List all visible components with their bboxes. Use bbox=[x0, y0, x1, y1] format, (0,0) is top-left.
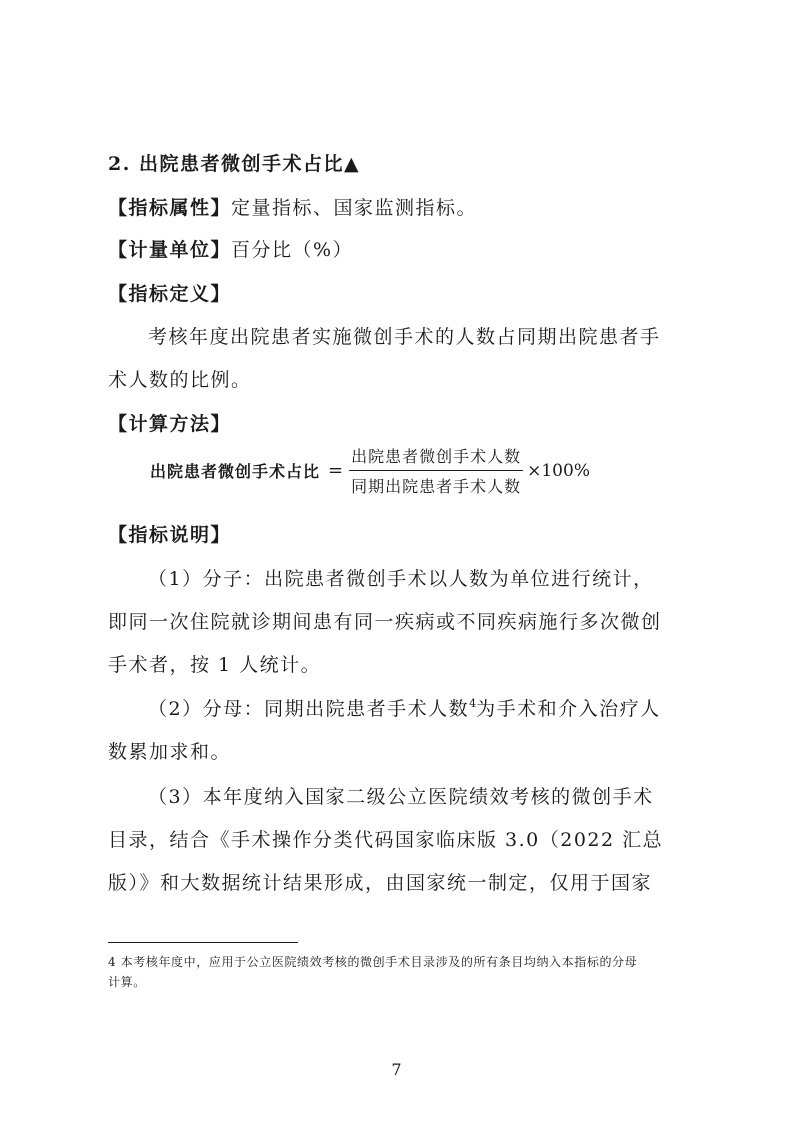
formula-fraction bbox=[349, 444, 523, 497]
note3-line: 版）》和大数据统计结果形成，由国家统一制定，仅用于国家 bbox=[108, 872, 653, 894]
page-number: 7 bbox=[391, 1060, 402, 1079]
footnote-line: 4 本考核年度中，应用于公立医院绩效考核的微创手术目录涉及的所有条目均纳入本指标的分母 bbox=[108, 955, 638, 969]
formula-numerator: 出院患者微创手术人数 bbox=[349, 444, 523, 471]
unit-label: 【计量单位】 bbox=[108, 239, 232, 261]
note3-line: （3）本年度纳入国家二级公立医院绩效考核的微创手术 bbox=[148, 786, 654, 808]
attr-label: 【指标属性】 bbox=[108, 197, 232, 219]
note1-line: 即同一次住院就诊期间患有同一疾病或不同疾病施行多次微创 bbox=[108, 611, 662, 633]
definition-label: 【指标定义】 bbox=[108, 283, 232, 305]
formula-lhs: 出院患者微创手术占比 bbox=[150, 462, 321, 481]
formula bbox=[150, 444, 590, 497]
attr-value: 定量指标、国家监测指标。 bbox=[231, 197, 478, 219]
method-label: 【计算方法】 bbox=[108, 413, 232, 435]
definition-text-line: 术人数的比例。 bbox=[108, 369, 252, 391]
note3-line: 目录，结合《手术操作分类代码国家临床版 3.0（2022 汇总 bbox=[108, 829, 664, 851]
unit-value: 百分比（%） bbox=[231, 239, 354, 261]
note2-line bbox=[148, 697, 661, 721]
section-title: 2. 出院患者微创手术占比▲ bbox=[108, 153, 361, 175]
footnote-line: 计算。 bbox=[108, 975, 146, 989]
note2-text-a: （2）分母：同期出院患者手术人数 bbox=[148, 698, 470, 720]
note2-text-b: 为手术和介入治疗人 bbox=[476, 698, 661, 720]
note1-line: （1）分子：出院患者微创手术以人数为单位进行统计， bbox=[148, 568, 654, 590]
unit-line bbox=[108, 238, 353, 262]
attr-line bbox=[108, 196, 477, 220]
notes-label: 【指标说明】 bbox=[108, 524, 232, 546]
note2-line: 数累加求和。 bbox=[108, 741, 232, 763]
note1-line: 手术者，按 1 人统计。 bbox=[108, 654, 322, 676]
formula-denominator: 同期出院患者手术人数 bbox=[351, 477, 522, 496]
formula-multiplier: ×100% bbox=[527, 460, 590, 481]
definition-text-line: 考核年度出院患者实施微创手术的人数占同期出院患者手 bbox=[148, 326, 661, 348]
footnote-ref[interactable]: 4 bbox=[469, 697, 477, 710]
formula-equals: = bbox=[328, 460, 344, 481]
footnote-divider bbox=[108, 942, 298, 943]
